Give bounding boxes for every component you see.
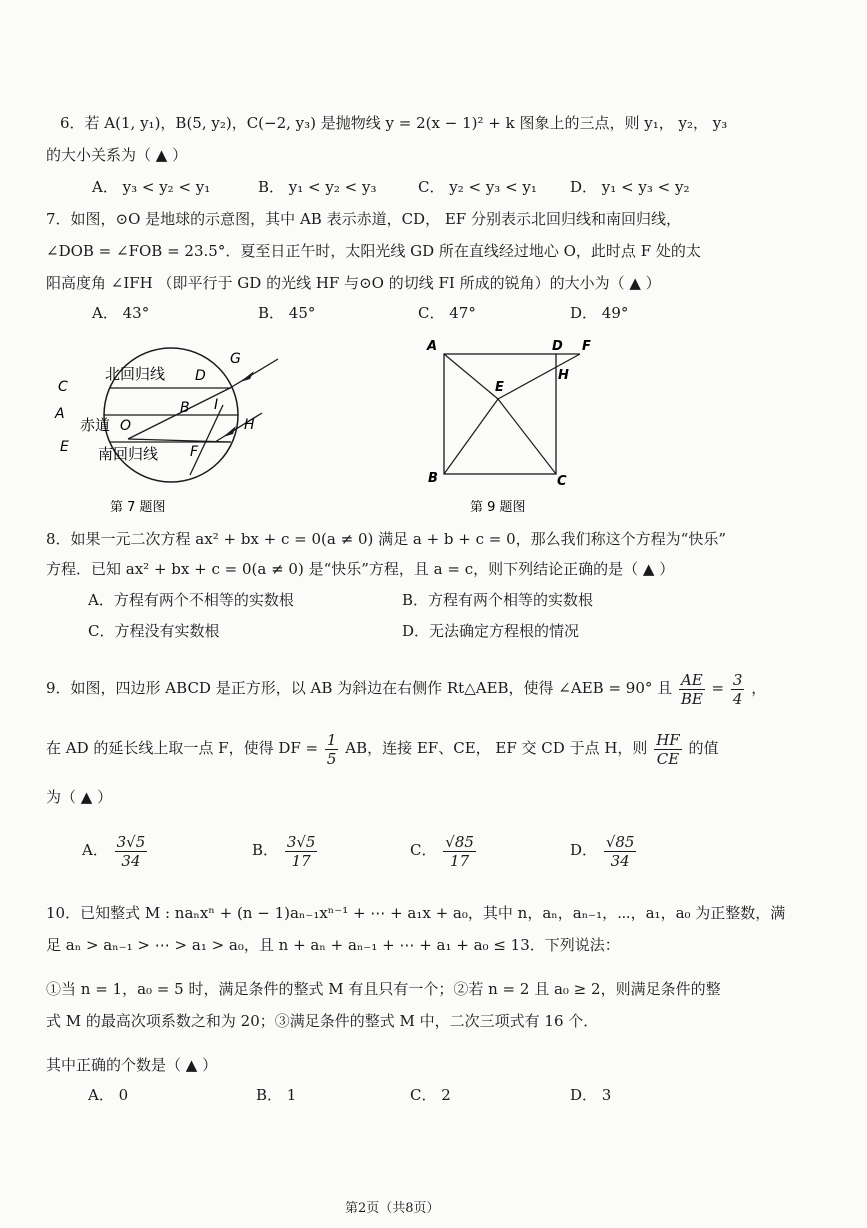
q7-line1: 7．如图，⊙O 是地球的示意图，其中 AB 表示赤道，CD， EF 分别表示北回归线和南回归线， <box>46 210 681 228</box>
label-f: F <box>190 444 199 460</box>
option-label: A． <box>82 841 108 859</box>
frac-den: 17 <box>291 851 311 870</box>
q9-line3: 为（ ▲ ） <box>46 788 113 806</box>
q6-option-a: A． y₃ < y₂ < y₁ <box>92 178 211 196</box>
ce-line <box>498 399 556 474</box>
label-h: H <box>558 368 569 383</box>
figure-9 <box>420 335 620 520</box>
q10-line5: 其中正确的个数是（ ▲ ） <box>46 1056 218 1074</box>
q9-line1-text: 9．如图，四边形 ABCD 是正方形，以 AB 为斜边在右侧作 Rt△AEB，使得 ∠AEB = 90° 且 <box>46 679 673 697</box>
fraction-1-5 <box>325 731 339 768</box>
option-fraction <box>115 833 148 870</box>
option-label: D． <box>570 841 598 859</box>
q6-line1: 6．若 A(1, y₁)，B(5, y₂)，C(−2, y₃) 是抛物线 y = 2(x − 1)² + k 图象上的三点，则 y₁， y₂， y₃ <box>60 114 728 132</box>
q7-line3: 阳高度角 ∠IFH （即平行于 GD 的光线 HF 与⊙O 的切线 FI 所成的锐角）的大小为（ ▲ ） <box>46 274 661 292</box>
q9-line2b: AB，连接 EF、CE， EF 交 CD 于点 H，则 <box>345 739 648 757</box>
q9-option-c <box>410 830 478 870</box>
frac-num: 3√5 <box>286 832 316 851</box>
q10-line2: 足 aₙ > aₙ₋₁ > ⋯ > a₁ > a₀，且 n + aₙ + aₙ₋₁ + ⋯ + a₁ + a₀ ≤ 13．下列说法： <box>46 936 620 954</box>
q9-option-a <box>82 830 149 870</box>
south-tropic-label: 南回归线 <box>98 445 159 463</box>
frac-den: 17 <box>450 851 470 870</box>
fraction-ae-be <box>679 671 705 708</box>
q10-option-b: B． 1 <box>256 1086 297 1104</box>
figure-7-caption: 第 7 题图 <box>110 500 166 515</box>
q9-line2 <box>46 728 719 768</box>
q9-line1 <box>46 668 766 708</box>
q10-option-d: D． 3 <box>570 1086 612 1104</box>
q6-option-c: C． y₂ < y₃ < y₁ <box>418 178 537 196</box>
frac-num: 3√5 <box>116 832 146 851</box>
frac-num: HF <box>656 730 680 749</box>
q9-option-d <box>570 830 638 870</box>
square-abcd <box>444 354 556 474</box>
label-a: A <box>427 339 438 354</box>
q8-option-b: B．方程有两个相等的实数根 <box>402 591 594 609</box>
q7-option-a: A． 43° <box>92 304 150 322</box>
option-fraction <box>604 833 637 870</box>
label-c: C <box>58 379 68 395</box>
option-fraction <box>285 833 318 870</box>
label-a: A <box>55 406 65 422</box>
q6-option-b: B． y₁ < y₂ < y₃ <box>258 178 377 196</box>
q6-option-d: D． y₁ < y₃ < y₂ <box>570 178 690 196</box>
option-label: B． <box>252 841 279 859</box>
q9-line2a: 在 AD 的延长线上取一点 F，使得 DF = <box>46 739 319 757</box>
frac-den: 34 <box>121 851 141 870</box>
equator-label: 赤道 <box>80 416 111 434</box>
q10-option-c: C． 2 <box>410 1086 451 1104</box>
q9-option-b <box>252 830 319 870</box>
q8-option-c: C．方程没有实数根 <box>88 622 220 640</box>
q6-line2: 的大小关系为（ ▲ ） <box>46 146 188 164</box>
frac-num: √85 <box>445 832 474 851</box>
fraction-3-4 <box>731 671 745 708</box>
figure-7 <box>40 335 280 520</box>
q8-option-a: A．方程有两个不相等的实数根 <box>88 591 294 609</box>
label-i: I <box>214 397 219 413</box>
label-e: E <box>495 380 504 395</box>
q8-option-d: D．无法确定方程根的情况 <box>402 622 580 640</box>
north-tropic-label: 北回归线 <box>105 365 166 383</box>
label-c: C <box>557 474 567 489</box>
frac-den: 34 <box>610 851 630 870</box>
q10-option-a: A． 0 <box>88 1086 129 1104</box>
q7-line2: ∠DOB = ∠FOB = 23.5°．夏至日正午时，太阳光线 GD 所在直线经过地心 O，此时点 F 处的太 <box>46 242 701 260</box>
q10-line4: 式 M 的最高次项系数之和为 20；③满足条件的整式 M 中，二次三项式有 16 个． <box>46 1012 599 1030</box>
frac-num: 1 <box>326 730 337 749</box>
frac-den: CE <box>656 749 680 768</box>
frac-den: 4 <box>732 689 743 708</box>
q9-line2c: 的值 <box>688 739 719 757</box>
page-footer: 第2页（共8页） <box>345 1201 440 1216</box>
frac-den: 5 <box>326 749 337 768</box>
ae-line <box>444 354 498 399</box>
q7-option-b: B． 45° <box>258 304 316 322</box>
label-b: B <box>428 471 438 486</box>
od-line <box>128 388 230 439</box>
be-line <box>444 399 498 474</box>
frac-num: AE <box>680 670 703 689</box>
option-fraction <box>443 833 476 870</box>
fraction-hf-ce <box>654 731 682 768</box>
label-g: G <box>230 351 241 367</box>
equals-sign: = <box>711 679 725 697</box>
label-o: O <box>120 418 132 434</box>
label-f: F <box>582 339 591 354</box>
comma: ， <box>751 679 767 697</box>
q10-line3: ①当 n = 1，a₀ = 5 时，满足条件的整式 M 有且只有一个；②若 n = 2 且 a₀ ≥ 2，则满足条件的整 <box>46 980 721 998</box>
label-h: H <box>244 417 255 433</box>
q7-option-d: D． 49° <box>570 304 629 322</box>
gd-arrow-icon <box>240 371 254 382</box>
q8-line2: 方程．已知 ax² + bx + c = 0(a ≠ 0) 是“快乐”方程，且 a = c，则下列结论正确的是（ ▲ ） <box>46 560 675 578</box>
figure-9-caption: 第 9 题图 <box>470 500 526 515</box>
option-label: C． <box>410 841 437 859</box>
frac-den: BE <box>680 689 703 708</box>
frac-num: √85 <box>605 832 635 851</box>
label-d: D <box>552 339 563 354</box>
q7-option-c: C． 47° <box>418 304 476 322</box>
label-b: B <box>180 400 190 416</box>
frac-num: 3 <box>732 670 743 689</box>
q10-line1: 10．已知整式 M : naₙxⁿ + (n − 1)aₙ₋₁xⁿ⁻¹ + ⋯ + a₁x + a₀，其中 n，aₙ，aₙ₋₁，⋯，a₁，a₀ 为正整数，满 <box>46 904 786 922</box>
label-d: D <box>195 368 206 384</box>
label-e: E <box>60 439 69 455</box>
q8-line1: 8．如果一元二次方程 ax² + bx + c = 0(a ≠ 0) 满足 a + b + c = 0，那么我们称这个方程为“快乐” <box>46 530 727 548</box>
